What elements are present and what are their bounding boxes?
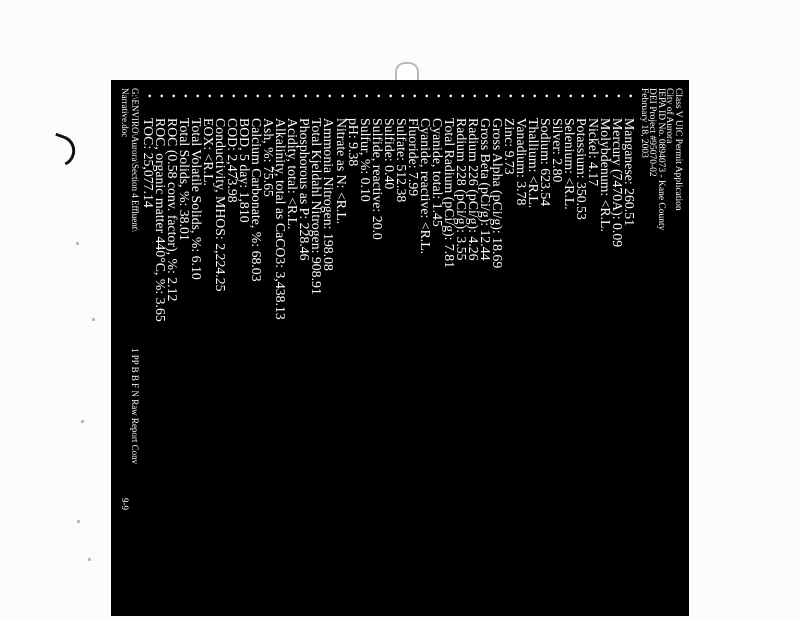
header-line: DEI Project #95070-02	[647, 88, 658, 177]
bullet-icon: •	[395, 94, 408, 98]
bullet-icon: •	[155, 94, 168, 98]
footer-path: G:\ENVIRO\Aurora\Section 4 Effluent\	[130, 88, 140, 232]
bullet-icon: •	[611, 94, 624, 98]
bullet-icon: •	[551, 94, 564, 98]
bullet-icon: •	[239, 94, 252, 98]
list-item-text: Selenium: <R.L.	[561, 118, 577, 210]
list-item-text: ROC (0.58 conv. factor), %: 2.12	[165, 118, 181, 302]
bullet-icon: •	[527, 94, 540, 98]
bullet-icon: •	[407, 94, 420, 98]
list-item-text: BOD, 5 day: 1,810	[237, 118, 253, 223]
list-item-text: Molybdenum: <R.L.	[597, 118, 613, 232]
scan-speck	[76, 242, 79, 245]
list-item-text: Total Volatile Solids, %: 6.10	[189, 118, 205, 280]
list-item-text: Sodium: 623.54	[537, 118, 553, 207]
bullet-icon: •	[563, 94, 576, 98]
bullet-icon: •	[443, 94, 456, 98]
list-item-text: Potassium: 350.53	[573, 118, 589, 220]
scan-speck	[81, 420, 84, 423]
list-item-text: pH: 9.38	[345, 118, 361, 167]
list-item-text: Acidity, total: <R.L.	[285, 118, 301, 230]
list-item-text: Sulfate: 512.38	[393, 118, 409, 203]
list-item-text: Gross Beta (pCi/g): 12.44	[477, 118, 493, 261]
header-line: February 18, 2003	[638, 88, 649, 158]
bullet-icon: •	[431, 94, 444, 98]
bullet-icon: •	[335, 94, 348, 98]
list-item-text: Sulfide: 0.40	[381, 118, 397, 190]
header-line: City of Aurora	[664, 88, 675, 144]
bullet-icon: •	[299, 94, 312, 98]
list-item-text: ROC, organic matter 440°C, %: 3.65	[153, 118, 169, 322]
list-item-text: Ash, %: 75.65	[261, 118, 277, 197]
bullet-icon: •	[263, 94, 276, 98]
rotated-page-content	[111, 80, 689, 616]
list-item-text: Total Radium (pCi/g): 7.81	[441, 118, 457, 269]
list-item-text: Nitrate as N: <R.L.	[333, 118, 349, 225]
binder-hole-top	[395, 62, 419, 82]
bullet-icon: •	[515, 94, 528, 98]
bullet-icon: •	[311, 94, 324, 98]
bullet-icon: •	[624, 94, 636, 98]
list-item-text: Cyanide, reactive: <R.L.	[417, 118, 433, 255]
list-item-text: Sulfur, %: 0.10	[357, 118, 373, 202]
list-item-text: EOX: <R.L.	[201, 118, 217, 186]
bullet-icon: •	[215, 94, 228, 98]
list-item-text: Phosphorous as P: 228.46	[297, 118, 313, 261]
bullet-icon: •	[539, 94, 552, 98]
list-item-text: Cyanide, total: 1.45	[429, 118, 445, 227]
list-item-text: Conductivity, MHOS: 2,224.25	[213, 118, 229, 292]
page-number: 9-9	[120, 498, 130, 510]
list-item-text: Nickel: 4.17	[585, 118, 601, 187]
bullet-icon: •	[503, 94, 516, 98]
bullet-icon: •	[479, 94, 492, 98]
bullet-icon: •	[359, 94, 372, 98]
bullet-icon: •	[143, 94, 156, 98]
list-item-text: Manganese: 260.51	[622, 118, 637, 227]
bullet-icon: •	[167, 94, 180, 98]
bullet-icon: •	[491, 94, 504, 98]
bullet-icon: •	[287, 94, 300, 98]
list-item-text: Total Kjeldahl Nitrogen: 908.91	[309, 118, 325, 295]
list-item-text: Gross Alpha (pCi/g): 18.69	[489, 118, 505, 269]
bullet-icon: •	[383, 94, 396, 98]
list-item-text: Ammonia Nitrogen: 198.08	[321, 118, 337, 271]
footer-document: Narrative.doc	[120, 88, 130, 138]
bullet-icon: •	[323, 94, 336, 98]
scan-speck	[88, 558, 91, 561]
bullet-icon: •	[587, 94, 600, 98]
bullet-icon: •	[599, 94, 612, 98]
list-item-text: Radium 228 (pCi/g): 3.55	[453, 118, 469, 261]
bullet-icon: •	[227, 94, 240, 98]
bullet-icon: •	[347, 94, 360, 98]
list-item-text: Silver: 2.80	[549, 118, 565, 183]
list-item-text: Thallium: <R.L.	[525, 118, 541, 209]
bullet-icon: •	[419, 94, 432, 98]
bullet-icon: •	[371, 94, 384, 98]
list-item-text: Calcium Carbonate, %: 68.03	[249, 118, 265, 282]
list-item-text: Vanadium: 3.78	[513, 118, 529, 206]
bullet-icon: •	[251, 94, 264, 98]
list-item-text: Sulfide, reactive: 20.0	[369, 118, 385, 240]
list-item-text: TOC: 25,077.14	[141, 118, 157, 208]
footer-revision: 1 PP B B F N Raw Report Conv	[130, 348, 140, 465]
scan-speck	[77, 520, 80, 523]
bullet-icon: •	[455, 94, 468, 98]
bullet-icon: •	[191, 94, 204, 98]
scan-speck	[92, 318, 95, 321]
list-item-text: Radium 226 (pCi/g): 4.26	[465, 118, 481, 261]
bullet-icon: •	[467, 94, 480, 98]
header-line: Class V UIC Permit Application	[673, 88, 683, 211]
bullet-icon: •	[275, 94, 288, 98]
list-item-text: Alkalinity, total as CaCO3: 3,438.13	[273, 118, 289, 320]
bullet-icon: •	[179, 94, 192, 98]
bullet-icon: •	[203, 94, 216, 98]
list-item-text: COD: 2,473.98	[225, 118, 241, 203]
header-line: IEPA ID No. 0894073 - Kane County	[655, 88, 666, 231]
list-item-text: Fluoride: 7.99	[405, 118, 421, 197]
list-item-text: Zinc: 9.73	[501, 118, 517, 175]
list-item-text: Total Solids, %: 38.01	[177, 118, 193, 241]
list-item-text: Mercury (7470A): 0.09	[609, 118, 625, 248]
scanned-page	[111, 80, 689, 616]
bullet-icon: •	[575, 94, 588, 98]
